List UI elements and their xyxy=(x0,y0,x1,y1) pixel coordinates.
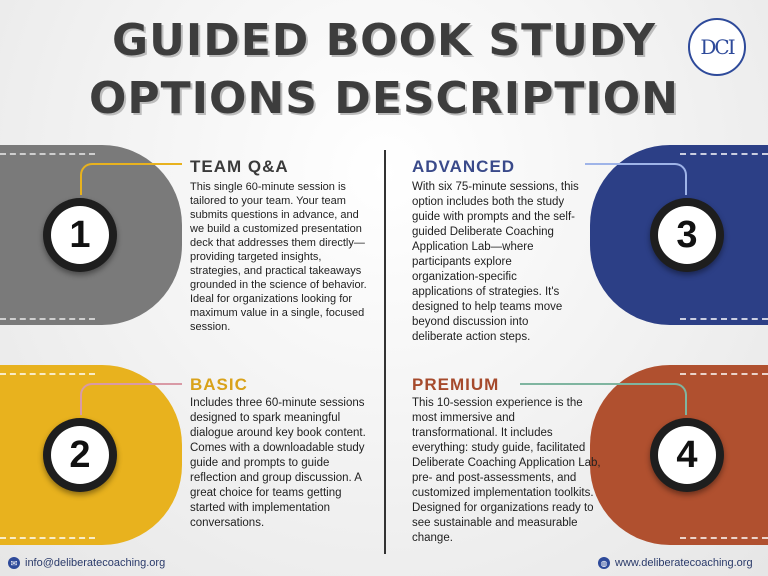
option-2-connector xyxy=(80,383,182,415)
option-1-title: TEAM Q&A xyxy=(190,157,289,176)
option-1-number-badge xyxy=(43,198,117,272)
footer-email[interactable] xyxy=(8,557,165,569)
page-title-line-1: GUIDED BOOK STUDY xyxy=(111,15,656,66)
option-3-dash xyxy=(680,153,768,155)
option-4-number: 4 xyxy=(658,426,716,484)
footer-website-text[interactable]: www.deliberatecoaching.org xyxy=(615,557,753,569)
option-4-title: PREMIUM xyxy=(412,375,500,394)
footer-email-text[interactable]: info@deliberatecoaching.org xyxy=(25,557,166,569)
option-2-title: BASIC xyxy=(190,375,248,394)
option-3-dash-bottom xyxy=(680,318,768,320)
option-1-dash-bottom xyxy=(0,318,95,320)
option-3-number: 3 xyxy=(658,206,716,264)
footer-website[interactable] xyxy=(598,557,753,569)
option-1-connector xyxy=(80,163,182,195)
option-4-dash-bottom xyxy=(680,537,768,539)
option-2-number: 2 xyxy=(51,426,109,484)
option-3-connector xyxy=(585,163,687,195)
option-1-number: 1 xyxy=(51,206,109,264)
option-3-title: ADVANCED xyxy=(412,157,516,176)
option-2-description: Includes three 60-minute sessions designed to spark meaningful dialogue around key book content. Comes with a downloadable study guide and prompts to guide reflection and group discussion. A great choice for teams getting started with implementation conversations. xyxy=(190,397,366,529)
option-4-dash xyxy=(680,373,768,375)
option-4-number-badge xyxy=(650,418,724,492)
option-1-dash xyxy=(0,153,95,155)
option-3-description: With six 75-minute sessions, this option includes both the study guide with prompts and the self-guided Deliberate Coaching Application Lab—where participants explore organization-specific applications of strategies. It's designed to help teams move beyond discussion into deliberate action steps. xyxy=(412,181,579,343)
center-divider xyxy=(384,150,386,554)
page-title-line-2: OPTIONS DESCRIPTION xyxy=(89,73,679,124)
envelope-icon: ✉ xyxy=(8,557,20,569)
option-3-number-badge xyxy=(650,198,724,272)
dci-logo: DCI xyxy=(688,18,746,76)
option-4-description: This 10-session experience is the most immersive and transformational. It includes everything: study guide, facilitated Deliberate Coaching Application Lab, pre- and post-assessments, and customized implementation toolkits. Designed for organizations ready to see sustainable and measurable change. xyxy=(412,397,601,544)
globe-icon: ◍ xyxy=(598,557,610,569)
option-2-number-badge xyxy=(43,418,117,492)
option-2-dash xyxy=(0,373,95,375)
option-2-dash-bottom xyxy=(0,537,95,539)
option-1-description: This single 60-minute session is tailored to your team. Your team submits questions in advance, and we build a customized presentation deck that addresses them directly—providing targeted insights, strategies, and practical takeaways grounded in the science of behavior. Ideal for organizations looking for maximum value in a single, focused session. xyxy=(190,181,367,333)
